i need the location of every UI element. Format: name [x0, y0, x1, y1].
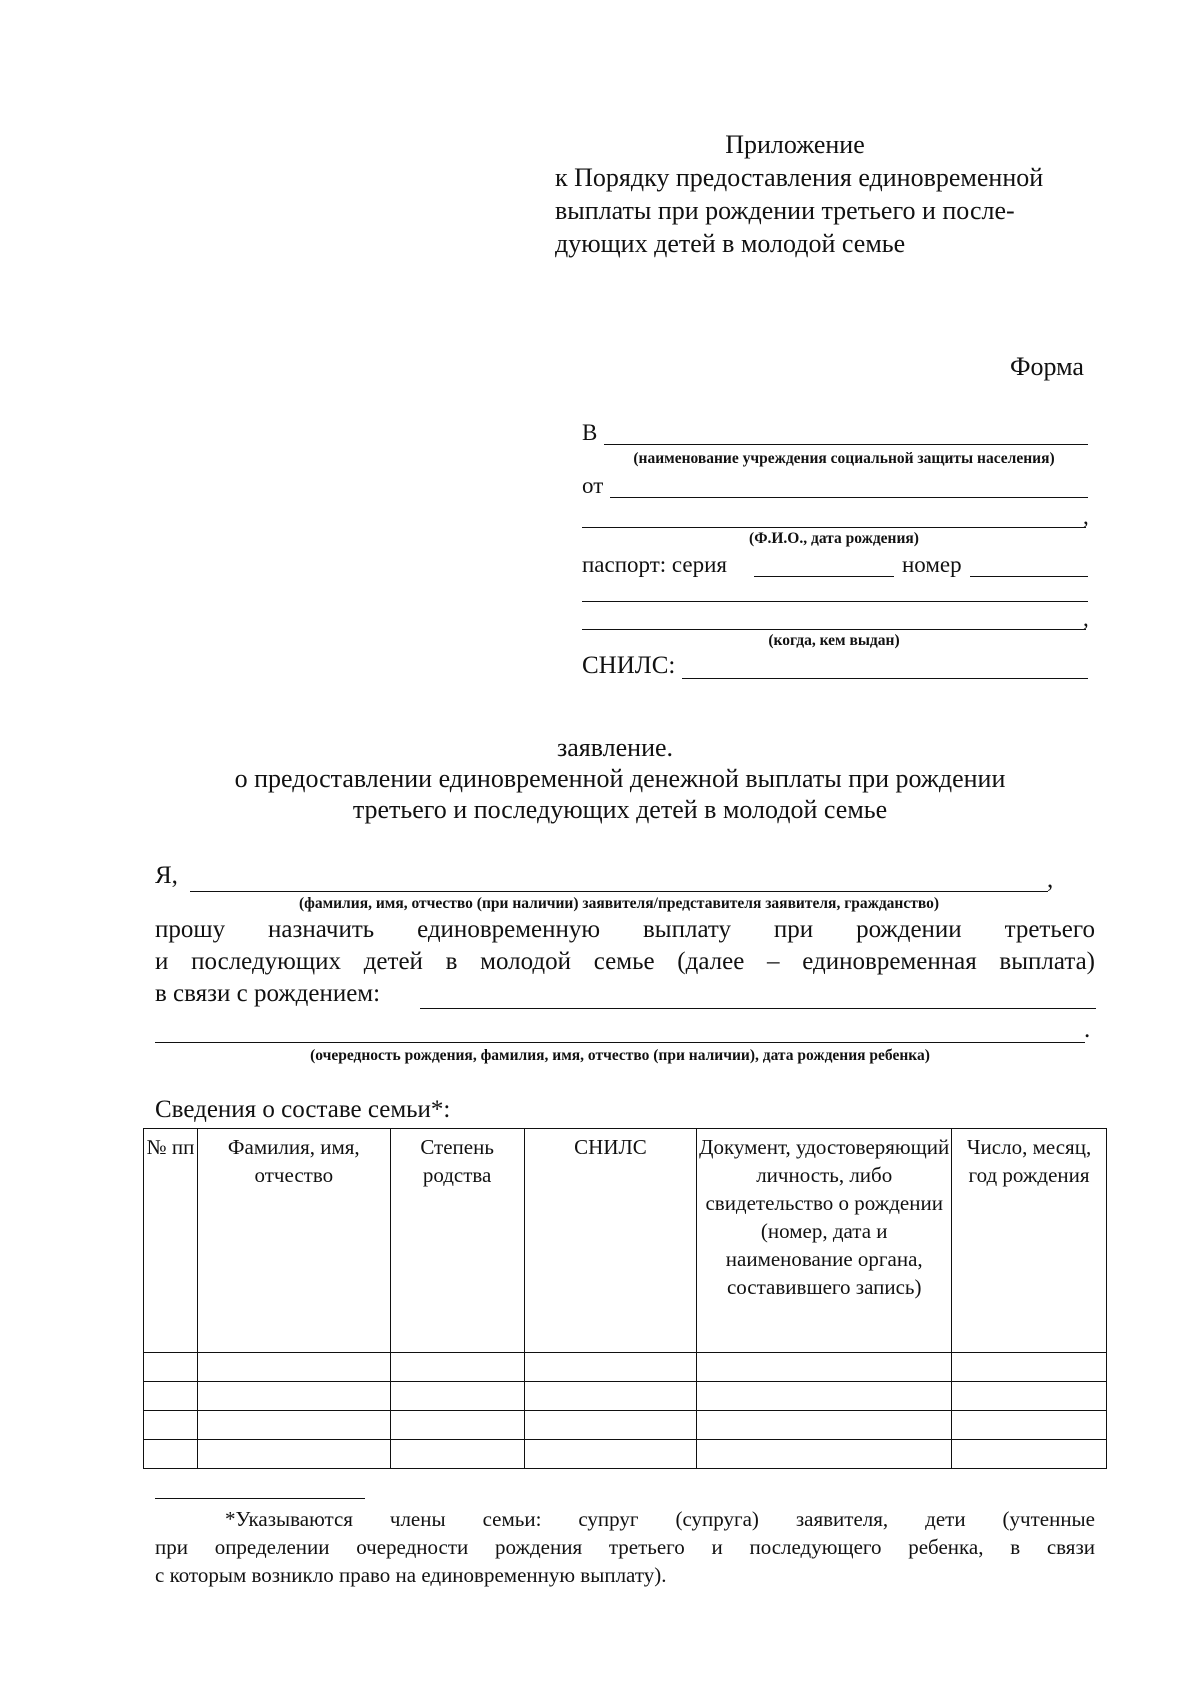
applicant-field[interactable] [190, 891, 1048, 892]
applicant-comma: , [1047, 866, 1054, 893]
passport-number-label: номер [902, 552, 962, 577]
issued-comma: , [1083, 606, 1089, 631]
table-cell[interactable] [952, 1353, 1107, 1382]
institution-note: (наименование учреждения социальной защиты населения) [633, 450, 1055, 467]
table-cell[interactable] [197, 1440, 390, 1469]
table-cell[interactable] [144, 1382, 198, 1411]
table-cell[interactable] [524, 1440, 697, 1469]
fio-field[interactable] [582, 527, 1086, 528]
passport-series-field[interactable] [754, 576, 894, 577]
table-header-row [144, 1129, 1107, 1353]
col-birth: Число, месяц, год рождения [952, 1129, 1107, 1353]
table-cell[interactable] [197, 1353, 390, 1382]
footnote-line-2: при определении очередности рождения третьего и последующего ребенка, в связи [155, 1535, 1095, 1559]
applicant-note: (фамилия, имя, отчество (при наличии) заявителя/представителя заявителя, гражданство) [298, 895, 940, 912]
family-heading: Сведения о составе семьи*: [155, 1096, 451, 1123]
table-cell[interactable] [390, 1382, 524, 1411]
fio-note: (Ф.И.О., дата рождения) [749, 530, 919, 547]
family-table [143, 1128, 1107, 1469]
fio-comma: , [1083, 504, 1089, 529]
snils-field[interactable] [682, 678, 1088, 679]
request-line-2: и последующих детей в молодой семье (далее – единовременная выплата) [155, 948, 1095, 975]
statement-subtitle-2: третьего и последующих детей в молодой семье [352, 795, 888, 824]
table-cell[interactable] [697, 1411, 952, 1440]
col-name: Фамилия, имя, отчество [197, 1129, 390, 1353]
appendix-header [555, 128, 1095, 260]
table-cell[interactable] [524, 1411, 697, 1440]
request-line-1: прошу назначить единовременную выплату при рождении третьего [155, 916, 1095, 943]
table-cell[interactable] [524, 1353, 697, 1382]
form-label: Форма [1010, 352, 1084, 381]
table-cell[interactable] [952, 1411, 1107, 1440]
appendix-line-1: к Порядку предоставления единовременной [555, 163, 1044, 192]
col-relation: Степень родства [390, 1129, 524, 1353]
table-cell[interactable] [390, 1353, 524, 1382]
passport-number-field[interactable] [970, 576, 1088, 577]
footnote-line-1: *Указываются члены семьи: супруг (супруга) заявителя, дети (учтенные [225, 1507, 1095, 1531]
passport-issued-field-2[interactable] [582, 629, 1086, 630]
passport-series-label: паспорт: серия [582, 552, 728, 577]
table-row [144, 1440, 1107, 1469]
footnote-line-3: с которым возникло право на единовременную выплату). [155, 1563, 667, 1587]
table-cell[interactable] [197, 1382, 390, 1411]
table-cell[interactable] [697, 1353, 952, 1382]
footnote [155, 1505, 1095, 1589]
table-cell[interactable] [524, 1382, 697, 1411]
col-document: Документ, удостоверяющий личность, либо свидетельство о рождении (номер, дата и наименование органа, составившего запись) [697, 1129, 952, 1353]
from-field[interactable] [610, 497, 1088, 498]
table-cell[interactable] [144, 1411, 198, 1440]
child-field-1[interactable] [420, 1008, 1096, 1009]
appendix-line-3: дующих детей в молодой семье [555, 229, 906, 258]
statement-heading [150, 732, 1090, 825]
col-num: № пп [144, 1129, 198, 1353]
child-note: (очередность рождения, фамилия, имя, отчество (при наличии), дата рождения ребенка) [310, 1047, 930, 1064]
request-line-3: в связи с рождением: [155, 980, 381, 1007]
table-cell[interactable] [197, 1411, 390, 1440]
to-prefix: В [582, 420, 598, 445]
from-prefix: от [582, 473, 604, 498]
table-cell[interactable] [697, 1440, 952, 1469]
appendix-title: Приложение [725, 130, 865, 159]
appendix-line-2: выплаты при рождении третьего и после- [555, 196, 1015, 225]
statement-title: заявление. [556, 733, 674, 762]
table-cell[interactable] [952, 1440, 1107, 1469]
statement-subtitle-1: о предоставлении единовременной денежной выплаты при рождении [234, 764, 1006, 793]
col-snils: СНИЛС [524, 1129, 697, 1353]
table-cell[interactable] [390, 1411, 524, 1440]
table-row [144, 1353, 1107, 1382]
table-row [144, 1382, 1107, 1411]
table-row [144, 1411, 1107, 1440]
child-period: . [1084, 1016, 1091, 1043]
institution-field[interactable] [604, 444, 1088, 445]
issued-note: (когда, кем выдан) [768, 632, 900, 649]
child-field-2[interactable] [155, 1042, 1085, 1043]
applicant-prefix: Я, [155, 862, 178, 889]
snils-label: СНИЛС: [582, 652, 676, 679]
table-cell[interactable] [697, 1382, 952, 1411]
table-cell[interactable] [144, 1353, 198, 1382]
passport-issued-field-1[interactable] [582, 601, 1088, 602]
table-cell[interactable] [390, 1440, 524, 1469]
table-cell[interactable] [144, 1440, 198, 1469]
footnote-separator [155, 1498, 365, 1499]
table-cell[interactable] [952, 1382, 1107, 1411]
